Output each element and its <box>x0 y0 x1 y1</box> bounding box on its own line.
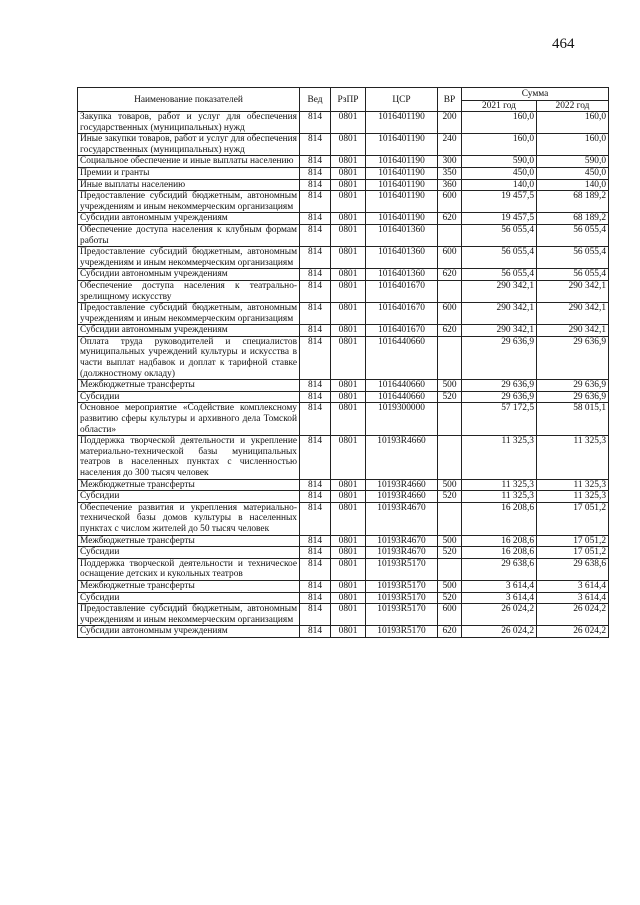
cell-vr: 200 <box>438 112 462 134</box>
cell-rzpr: 0801 <box>331 325 366 337</box>
cell-vr: 500 <box>438 380 462 392</box>
cell-csr: 10193R5170 <box>366 580 438 592</box>
cell-csr: 1016401670 <box>366 325 438 337</box>
cell-csr: 1016401190 <box>366 191 438 213</box>
cell-rzpr: 0801 <box>331 336 366 379</box>
cell-name: Субсидии <box>78 592 300 604</box>
cell-sum-2022: 290 342,1 <box>537 303 609 325</box>
cell-csr: 10193R4660 <box>366 436 438 479</box>
cell-name: Субсидии <box>78 491 300 503</box>
cell-sum-2021: 19 457,5 <box>462 191 537 213</box>
cell-ved: 814 <box>300 336 331 379</box>
cell-csr: 1016401670 <box>366 303 438 325</box>
cell-sum-2022: 140,0 <box>537 179 609 191</box>
cell-name: Межбюджетные трансферты <box>78 535 300 547</box>
table-row <box>78 604 609 626</box>
cell-name: Предоставление субсидий бюджетным, автономным учреждениям и иным некоммерческим организациям <box>78 247 300 269</box>
cell-sum-2021: 16 208,6 <box>462 502 537 535</box>
cell-sum-2022: 29 636,9 <box>537 336 609 379</box>
cell-csr: 10193R4670 <box>366 547 438 559</box>
cell-rzpr: 0801 <box>331 213 366 225</box>
table-row <box>78 156 609 168</box>
cell-ved: 814 <box>300 224 331 246</box>
cell-ved: 814 <box>300 592 331 604</box>
cell-sum-2022: 11 325,3 <box>537 491 609 503</box>
cell-vr: 600 <box>438 303 462 325</box>
cell-vr: 620 <box>438 325 462 337</box>
cell-sum-2021: 16 208,6 <box>462 547 537 559</box>
cell-vr: 500 <box>438 535 462 547</box>
cell-sum-2021: 11 325,3 <box>462 436 537 479</box>
cell-name: Субсидии автономным учреждениям <box>78 325 300 337</box>
cell-name: Иные выплаты населению <box>78 179 300 191</box>
cell-vr: 600 <box>438 604 462 626</box>
cell-rzpr: 0801 <box>331 558 366 580</box>
cell-name: Субсидии <box>78 391 300 403</box>
cell-rzpr: 0801 <box>331 580 366 592</box>
cell-sum-2021: 160,0 <box>462 112 537 134</box>
cell-csr: 1016440660 <box>366 380 438 392</box>
cell-sum-2021: 3 614,4 <box>462 592 537 604</box>
table-row <box>78 580 609 592</box>
cell-sum-2021: 11 325,3 <box>462 479 537 491</box>
cell-csr: 1016401670 <box>366 280 438 302</box>
cell-rzpr: 0801 <box>331 134 366 156</box>
cell-vr <box>438 558 462 580</box>
cell-name: Премии и гранты <box>78 167 300 179</box>
cell-ved: 814 <box>300 391 331 403</box>
cell-ved: 814 <box>300 191 331 213</box>
cell-sum-2021: 140,0 <box>462 179 537 191</box>
cell-name: Субсидии автономным учреждениям <box>78 213 300 225</box>
cell-sum-2021: 56 055,4 <box>462 269 537 281</box>
cell-name: Социальное обеспечение и иные выплаты населению <box>78 156 300 168</box>
cell-vr: 600 <box>438 247 462 269</box>
cell-sum-2022: 56 055,4 <box>537 247 609 269</box>
cell-ved: 814 <box>300 280 331 302</box>
cell-sum-2021: 29 636,9 <box>462 391 537 403</box>
table-row <box>78 502 609 535</box>
cell-ved: 814 <box>300 626 331 638</box>
cell-rzpr: 0801 <box>331 391 366 403</box>
cell-csr: 1016401190 <box>366 134 438 156</box>
cell-vr <box>438 280 462 302</box>
cell-name: Предоставление субсидий бюджетным, автономным учреждениям и иным некоммерческим организациям <box>78 191 300 213</box>
cell-sum-2022: 290 342,1 <box>537 280 609 302</box>
cell-vr: 500 <box>438 479 462 491</box>
cell-name: Поддержка творческой деятельности и укрепление материально-технической базы муниципальных театров в населенных пунктах с численностью населения до 300 тысяч человек <box>78 436 300 479</box>
cell-rzpr: 0801 <box>331 604 366 626</box>
cell-ved: 814 <box>300 580 331 592</box>
cell-vr <box>438 336 462 379</box>
cell-sum-2022: 17 051,2 <box>537 502 609 535</box>
cell-rzpr: 0801 <box>331 112 366 134</box>
cell-rzpr: 0801 <box>331 191 366 213</box>
cell-sum-2022: 3 614,4 <box>537 580 609 592</box>
cell-sum-2022: 68 189,2 <box>537 213 609 225</box>
cell-sum-2022: 29 636,9 <box>537 380 609 392</box>
cell-vr: 520 <box>438 491 462 503</box>
table-body <box>78 112 609 638</box>
cell-vr: 620 <box>438 213 462 225</box>
cell-rzpr: 0801 <box>331 179 366 191</box>
cell-csr: 1016401360 <box>366 224 438 246</box>
cell-rzpr: 0801 <box>331 380 366 392</box>
cell-name: Субсидии автономным учреждениям <box>78 269 300 281</box>
cell-vr <box>438 403 462 436</box>
cell-csr: 1016401190 <box>366 167 438 179</box>
cell-rzpr: 0801 <box>331 626 366 638</box>
cell-rzpr: 0801 <box>331 247 366 269</box>
cell-ved: 814 <box>300 269 331 281</box>
cell-name: Субсидии <box>78 547 300 559</box>
cell-sum-2021: 56 055,4 <box>462 247 537 269</box>
cell-sum-2021: 29 638,6 <box>462 558 537 580</box>
cell-rzpr: 0801 <box>331 303 366 325</box>
cell-vr: 520 <box>438 547 462 559</box>
cell-csr: 1016401190 <box>366 179 438 191</box>
cell-sum-2021: 57 172,5 <box>462 403 537 436</box>
cell-vr: 360 <box>438 179 462 191</box>
table-row <box>78 213 609 225</box>
cell-sum-2022: 17 051,2 <box>537 535 609 547</box>
table-row <box>78 280 609 302</box>
cell-ved: 814 <box>300 213 331 225</box>
table-row <box>78 547 609 559</box>
cell-ved: 814 <box>300 303 331 325</box>
cell-csr: 1016401190 <box>366 156 438 168</box>
cell-csr: 1016401190 <box>366 112 438 134</box>
cell-name: Межбюджетные трансферты <box>78 380 300 392</box>
table-row <box>78 269 609 281</box>
table-row <box>78 303 609 325</box>
cell-vr: 350 <box>438 167 462 179</box>
header-rzpr: РзПР <box>331 88 366 112</box>
cell-vr: 240 <box>438 134 462 156</box>
cell-ved: 814 <box>300 604 331 626</box>
table-row <box>78 247 609 269</box>
header-vr: ВР <box>438 88 462 112</box>
cell-vr <box>438 224 462 246</box>
table-row <box>78 592 609 604</box>
cell-rzpr: 0801 <box>331 167 366 179</box>
cell-ved: 814 <box>300 112 331 134</box>
table-row <box>78 380 609 392</box>
cell-name: Обеспечение развития и укрепления материально-технической базы домов культуры в населенных пунктах с числом жителей до 50 тысяч человек <box>78 502 300 535</box>
cell-ved: 814 <box>300 179 331 191</box>
cell-sum-2021: 290 342,1 <box>462 303 537 325</box>
cell-name: Субсидии автономным учреждениям <box>78 626 300 638</box>
cell-rzpr: 0801 <box>331 269 366 281</box>
cell-ved: 814 <box>300 535 331 547</box>
cell-ved: 814 <box>300 491 331 503</box>
header-ved: Вед <box>300 88 331 112</box>
cell-ved: 814 <box>300 502 331 535</box>
table-row <box>78 479 609 491</box>
cell-rzpr: 0801 <box>331 479 366 491</box>
cell-rzpr: 0801 <box>331 502 366 535</box>
table-row <box>78 179 609 191</box>
table-row <box>78 558 609 580</box>
cell-rzpr: 0801 <box>331 224 366 246</box>
budget-table <box>77 87 609 638</box>
cell-sum-2021: 590,0 <box>462 156 537 168</box>
table-row <box>78 112 609 134</box>
cell-sum-2022: 58 015,1 <box>537 403 609 436</box>
cell-vr <box>438 502 462 535</box>
cell-csr: 1016401360 <box>366 269 438 281</box>
cell-csr: 1016401360 <box>366 247 438 269</box>
cell-sum-2022: 17 051,2 <box>537 547 609 559</box>
cell-csr: 10193R5170 <box>366 626 438 638</box>
cell-ved: 814 <box>300 247 331 269</box>
cell-vr: 620 <box>438 626 462 638</box>
table-row <box>78 325 609 337</box>
cell-rzpr: 0801 <box>331 535 366 547</box>
cell-csr: 1016440660 <box>366 391 438 403</box>
cell-sum-2021: 26 024,2 <box>462 604 537 626</box>
cell-sum-2021: 290 342,1 <box>462 325 537 337</box>
cell-ved: 814 <box>300 156 331 168</box>
cell-csr: 10193R5170 <box>366 558 438 580</box>
cell-rzpr: 0801 <box>331 436 366 479</box>
table-row <box>78 336 609 379</box>
cell-vr: 520 <box>438 592 462 604</box>
cell-ved: 814 <box>300 479 331 491</box>
cell-ved: 814 <box>300 436 331 479</box>
cell-sum-2021: 56 055,4 <box>462 224 537 246</box>
cell-name: Поддержка творческой деятельности и техническое оснащение детских и кукольных театров <box>78 558 300 580</box>
cell-sum-2021: 29 636,9 <box>462 336 537 379</box>
table-row <box>78 491 609 503</box>
cell-sum-2022: 590,0 <box>537 156 609 168</box>
cell-sum-2021: 26 024,2 <box>462 626 537 638</box>
cell-sum-2021: 29 636,9 <box>462 380 537 392</box>
cell-sum-2021: 19 457,5 <box>462 213 537 225</box>
cell-sum-2021: 290 342,1 <box>462 280 537 302</box>
table-row <box>78 167 609 179</box>
cell-rzpr: 0801 <box>331 280 366 302</box>
cell-name: Основное мероприятие «Содействие комплексному развитию сферы культуры и архивного дела Томской области» <box>78 403 300 436</box>
cell-vr: 500 <box>438 580 462 592</box>
cell-ved: 814 <box>300 325 331 337</box>
cell-name: Межбюджетные трансферты <box>78 580 300 592</box>
cell-sum-2021: 450,0 <box>462 167 537 179</box>
header-name: Наименование показателей <box>78 88 300 112</box>
header-year-2021: 2021 год <box>462 101 537 112</box>
cell-name: Обеспечение доступа населения к театрально-зрелищному искусству <box>78 280 300 302</box>
header-year-2022: 2022 год <box>537 101 609 112</box>
cell-sum-2022: 160,0 <box>537 134 609 156</box>
cell-rzpr: 0801 <box>331 156 366 168</box>
cell-ved: 814 <box>300 558 331 580</box>
cell-rzpr: 0801 <box>331 403 366 436</box>
cell-ved: 814 <box>300 403 331 436</box>
cell-vr: 520 <box>438 391 462 403</box>
cell-sum-2022: 26 024,2 <box>537 626 609 638</box>
cell-csr: 1019300000 <box>366 403 438 436</box>
cell-rzpr: 0801 <box>331 491 366 503</box>
header-csr: ЦСР <box>366 88 438 112</box>
cell-sum-2022: 26 024,2 <box>537 604 609 626</box>
table-row <box>78 191 609 213</box>
cell-sum-2022: 56 055,4 <box>537 224 609 246</box>
cell-csr: 10193R5170 <box>366 592 438 604</box>
table-row <box>78 403 609 436</box>
cell-csr: 10193R4670 <box>366 502 438 535</box>
cell-sum-2022: 11 325,3 <box>537 436 609 479</box>
cell-name: Межбюджетные трансферты <box>78 479 300 491</box>
page-number: 464 <box>552 36 575 52</box>
cell-vr: 600 <box>438 191 462 213</box>
cell-ved: 814 <box>300 380 331 392</box>
cell-sum-2022: 160,0 <box>537 112 609 134</box>
cell-rzpr: 0801 <box>331 547 366 559</box>
cell-name: Предоставление субсидий бюджетным, автономным учреждениям и иным некоммерческим организациям <box>78 303 300 325</box>
cell-sum-2022: 29 638,6 <box>537 558 609 580</box>
table-row <box>78 134 609 156</box>
cell-sum-2022: 290 342,1 <box>537 325 609 337</box>
cell-csr: 10193R4670 <box>366 535 438 547</box>
cell-csr: 1016401190 <box>366 213 438 225</box>
cell-sum-2022: 11 325,3 <box>537 479 609 491</box>
table-row <box>78 224 609 246</box>
cell-sum-2022: 56 055,4 <box>537 269 609 281</box>
cell-sum-2022: 450,0 <box>537 167 609 179</box>
cell-ved: 814 <box>300 167 331 179</box>
table-row <box>78 535 609 547</box>
cell-vr <box>438 436 462 479</box>
table-row <box>78 436 609 479</box>
cell-name: Иные закупки товаров, работ и услуг для обеспечения государственных (муниципальных) нужд <box>78 134 300 156</box>
cell-name: Оплата труда руководителей и специалистов муниципальных учреждений культуры и искусства в части выплат надбавок и доплат к тарифной ставке (должностному окладу) <box>78 336 300 379</box>
cell-csr: 10193R4660 <box>366 479 438 491</box>
table-header <box>78 88 609 112</box>
cell-csr: 1016440660 <box>366 336 438 379</box>
cell-csr: 10193R5170 <box>366 604 438 626</box>
cell-ved: 814 <box>300 547 331 559</box>
cell-csr: 10193R4660 <box>366 491 438 503</box>
table-row <box>78 391 609 403</box>
cell-sum-2022: 29 636,9 <box>537 391 609 403</box>
cell-sum-2022: 3 614,4 <box>537 592 609 604</box>
table-row <box>78 626 609 638</box>
cell-sum-2021: 16 208,6 <box>462 535 537 547</box>
cell-name: Закупка товаров, работ и услуг для обеспечения государственных (муниципальных) нужд <box>78 112 300 134</box>
cell-sum-2021: 160,0 <box>462 134 537 156</box>
cell-sum-2022: 68 189,2 <box>537 191 609 213</box>
cell-ved: 814 <box>300 134 331 156</box>
cell-name: Обеспечение доступа населения к клубным формам работы <box>78 224 300 246</box>
cell-name: Предоставление субсидий бюджетным, автономным учреждениям и иным некоммерческим организациям <box>78 604 300 626</box>
cell-sum-2021: 3 614,4 <box>462 580 537 592</box>
cell-sum-2021: 11 325,3 <box>462 491 537 503</box>
cell-rzpr: 0801 <box>331 592 366 604</box>
cell-vr: 300 <box>438 156 462 168</box>
cell-vr: 620 <box>438 269 462 281</box>
header-sum: Сумма <box>462 88 609 101</box>
